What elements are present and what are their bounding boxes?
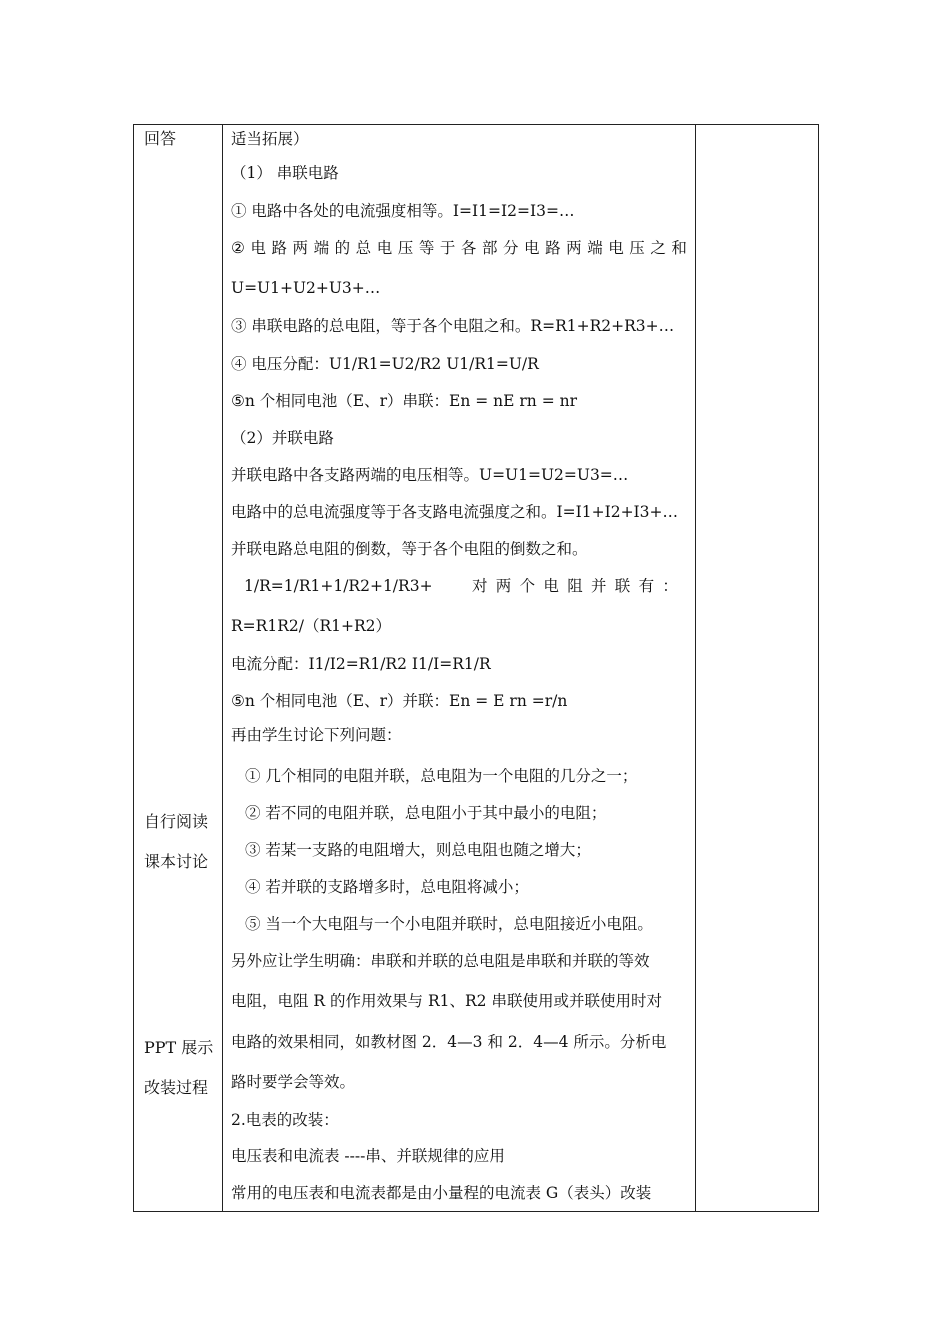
text-line: ③ 串联电路的总电阻，等于各个电阻之和。R=R1+R2+R3+…: [231, 317, 675, 335]
text-char: 联: [614, 577, 631, 595]
justified-line: [231, 238, 687, 258]
text-char: 端: [587, 239, 603, 257]
text-char: 电: [250, 239, 266, 257]
text-char: 两: [566, 239, 582, 257]
text-char: 阻: [567, 577, 583, 595]
text-char: 等: [418, 239, 435, 257]
section-heading-parallel: （2）并联电路: [231, 429, 334, 447]
text-line: R=R1R2/（R1+R2）: [231, 617, 391, 635]
left-column: [134, 125, 222, 1211]
text-line: 电压表和电流表 ----串、并联规律的应用: [231, 1147, 505, 1165]
text-char: 电: [376, 239, 393, 257]
text-line: 常用的电压表和电流表都是由小量程的电流表 G（表头）改装: [231, 1184, 652, 1202]
text-line: 电路的效果相同，如教材图 2．4—3 和 2．4—4 所示。分析电: [231, 1033, 667, 1051]
text-line: 再由学生讨论下列问题：: [231, 726, 402, 744]
list-item: ① 几个相同的电阻并联，总电阻为一个电阻的几分之一；: [245, 767, 638, 785]
text-line: 电路中的总电流强度等于各支路电流强度之和。I=I1+I2+I3+…: [231, 503, 679, 521]
text-char: 对: [472, 577, 488, 595]
text-line: 电流分配：I1/I2=R1/R2 I1/I=R1/R: [231, 655, 491, 673]
text-line: ④ 电压分配：U1/R1=U2/R2 U1/R1=U/R: [231, 355, 539, 373]
text-char: 两: [292, 239, 309, 257]
text-char: 个: [519, 577, 536, 595]
text-char: 部: [481, 239, 498, 257]
text-line: 适当拓展）: [231, 130, 309, 148]
section-heading-meter: 2.电表的改装：: [231, 1111, 339, 1129]
text-char: 分: [503, 239, 519, 257]
text-char: 端: [313, 239, 330, 257]
main-content: [222, 125, 695, 1211]
text-char: 总: [355, 239, 372, 257]
text-char: 路: [271, 239, 287, 257]
list-item: ③ 若某一支路的电阻增大，则总电阻也随之增大；: [245, 841, 591, 859]
text-char: 压: [397, 239, 414, 257]
text-line: 路时要学会等效。: [231, 1073, 356, 1091]
column-divider: [695, 125, 696, 1211]
text-char: 电: [543, 577, 559, 595]
text-line: 电阻，电阻 R 的作用效果与 R1、R2 串联使用或并联使用时对: [231, 992, 662, 1010]
text-line: 并联电路总电阻的倒数，等于各个电阻的倒数之和。: [231, 540, 588, 558]
text-char: 之: [650, 239, 666, 257]
text-char: 和: [671, 239, 687, 257]
text-char: 电: [608, 239, 624, 257]
formula-line: 1/R=1/R1+1/R2+1/R3+: [244, 577, 433, 595]
text-line: 并联电路中各支路两端的电压相等。U=U1=U2=U3=…: [231, 466, 629, 484]
text-char: 的: [334, 239, 351, 257]
text-char: 压: [629, 239, 645, 257]
text-char: 各: [460, 239, 477, 257]
text-char: 并: [590, 577, 607, 595]
label-ppt-2: 改装过程: [144, 1078, 209, 1097]
label-answer: 回答: [144, 129, 177, 148]
label-self-read: 自行阅读: [144, 812, 209, 831]
text-line: U=U1+U2+U3+…: [231, 279, 381, 297]
text-char: ②: [231, 239, 245, 257]
label-ppt: PPT 展示: [144, 1038, 214, 1057]
text-char: 有: [638, 577, 655, 595]
section-heading-series: （1） 串联电路: [231, 164, 339, 182]
text-char: 两: [495, 577, 512, 595]
lesson-table: [133, 124, 819, 1212]
text-line: ⑤n 个相同电池（E、r）并联：En = E rn =r/n: [231, 692, 568, 710]
list-item: ② 若不同的电阻并联，总电阻小于其中最小的电阻；: [245, 804, 607, 822]
label-self-read-2: 课本讨论: [144, 852, 209, 871]
justified-line: [472, 576, 678, 596]
text-char: 于: [439, 239, 456, 257]
text-char: 电: [524, 239, 540, 257]
text-line: 另外应让学生明确：串联和并联的总电阻是串联和并联的等效: [231, 952, 650, 970]
list-item: ④ 若并联的支路增多时，总电阻将减小；: [245, 878, 529, 896]
text-char: ：: [662, 577, 678, 595]
text-line: ① 电路中各处的电流强度相等。I=I1=I2=I3=…: [231, 202, 575, 220]
text-char: 路: [545, 239, 561, 257]
list-item: ⑤ 当一个大电阻与一个小电阻并联时，总电阻接近小电阻。: [245, 915, 653, 933]
text-line: ⑤n 个相同电池（E、r）串联：En = nE rn = nr: [231, 392, 578, 410]
